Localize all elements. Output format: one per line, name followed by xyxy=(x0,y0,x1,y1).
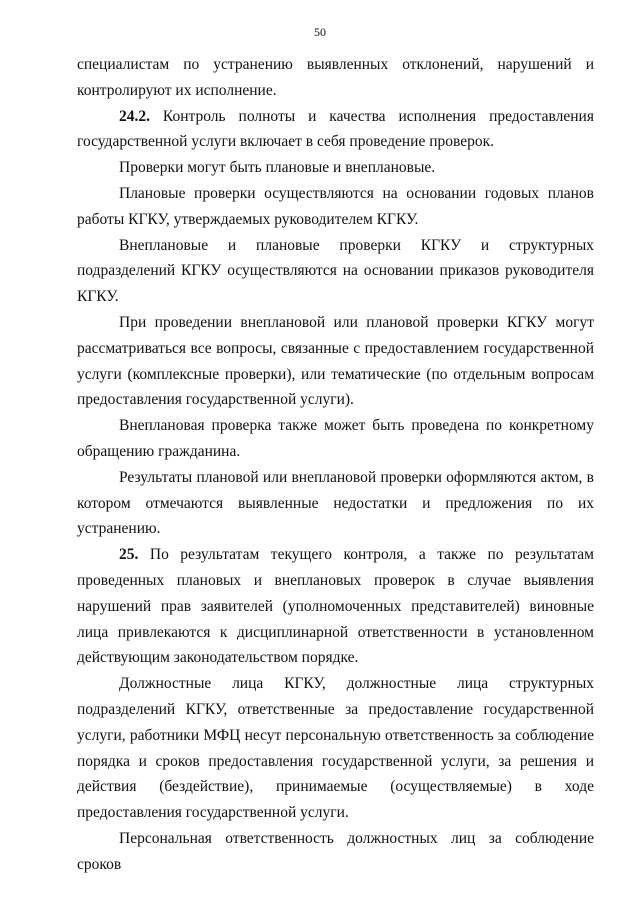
paragraph xyxy=(77,181,594,233)
page-number: 50 xyxy=(314,25,326,39)
paragraph xyxy=(77,671,594,826)
paragraph-25 xyxy=(77,542,594,671)
paragraph-text: Проверки могут быть плановые и внеплановые. xyxy=(119,159,436,177)
paragraph-text: Внеплановые и плановые проверки КГКУ и структурных подразделений КГКУ осуществляются на основании приказов руководителя КГКУ. xyxy=(77,236,594,306)
paragraph-text: Результаты плановой или внеплановой проверки оформляются актом, в котором отмечаются выявленные недостатки и предложения по их устранению. xyxy=(77,468,594,538)
paragraph-24-2 xyxy=(77,104,594,156)
paragraph-text: Плановые проверки осуществляются на основании годовых планов работы КГКУ, утверждаемых руководителем КГКУ. xyxy=(77,184,594,228)
paragraph-text: Контроль полноты и качества исполнения предоставления государственной услуги включает в себя проведение проверок. xyxy=(77,107,594,151)
clause-number: 25. xyxy=(119,546,139,564)
paragraph xyxy=(77,413,594,465)
paragraph xyxy=(77,465,594,542)
paragraph xyxy=(77,52,594,104)
paragraph-text: Внеплановая проверка также может быть проведена по конкретному обращению гражданина. xyxy=(77,417,594,460)
paragraph xyxy=(77,310,594,413)
paragraph-text: Должностные лица КГКУ, должностные лица структурных подразделений КГКУ, ответственные за предоставление государственной услуги, работники МФЦ несут персональную ответственность за соблюдение порядка и сроков предоставления государственной услуги, за решения и действия (бездействие), принимаемые (осуществляемые) в ходе предоставления государственной услуги. xyxy=(77,675,594,822)
paragraph-text: Персональная ответственность должностных лиц за соблюдение сроков xyxy=(77,829,594,873)
paragraph-text: По результатам текущего контроля, а также по результатам проведенных плановых и внеплановых проверок в случае выявления нарушений прав заявителей (уполномоченных представителей) виновные лица привлекаются к дисциплинарной ответственности в установленном действующим законодательством порядке. xyxy=(77,546,594,667)
paragraph-text: специалистам по устранению выявленных отклонений, нарушений и контролируют их исполнение. xyxy=(77,56,594,99)
paragraph xyxy=(77,155,594,181)
paragraph-text: При проведении внеплановой или плановой проверки КГКУ могут рассматриваться все вопросы, связанные с предоставлением государственной услуги (комплексные проверки), или тематические (по отдельным вопросам предоставления государственной услуги). xyxy=(77,313,594,409)
document-body xyxy=(77,52,594,878)
clause-number: 24.2. xyxy=(119,107,150,125)
paragraph xyxy=(77,826,594,878)
paragraph xyxy=(77,233,594,310)
